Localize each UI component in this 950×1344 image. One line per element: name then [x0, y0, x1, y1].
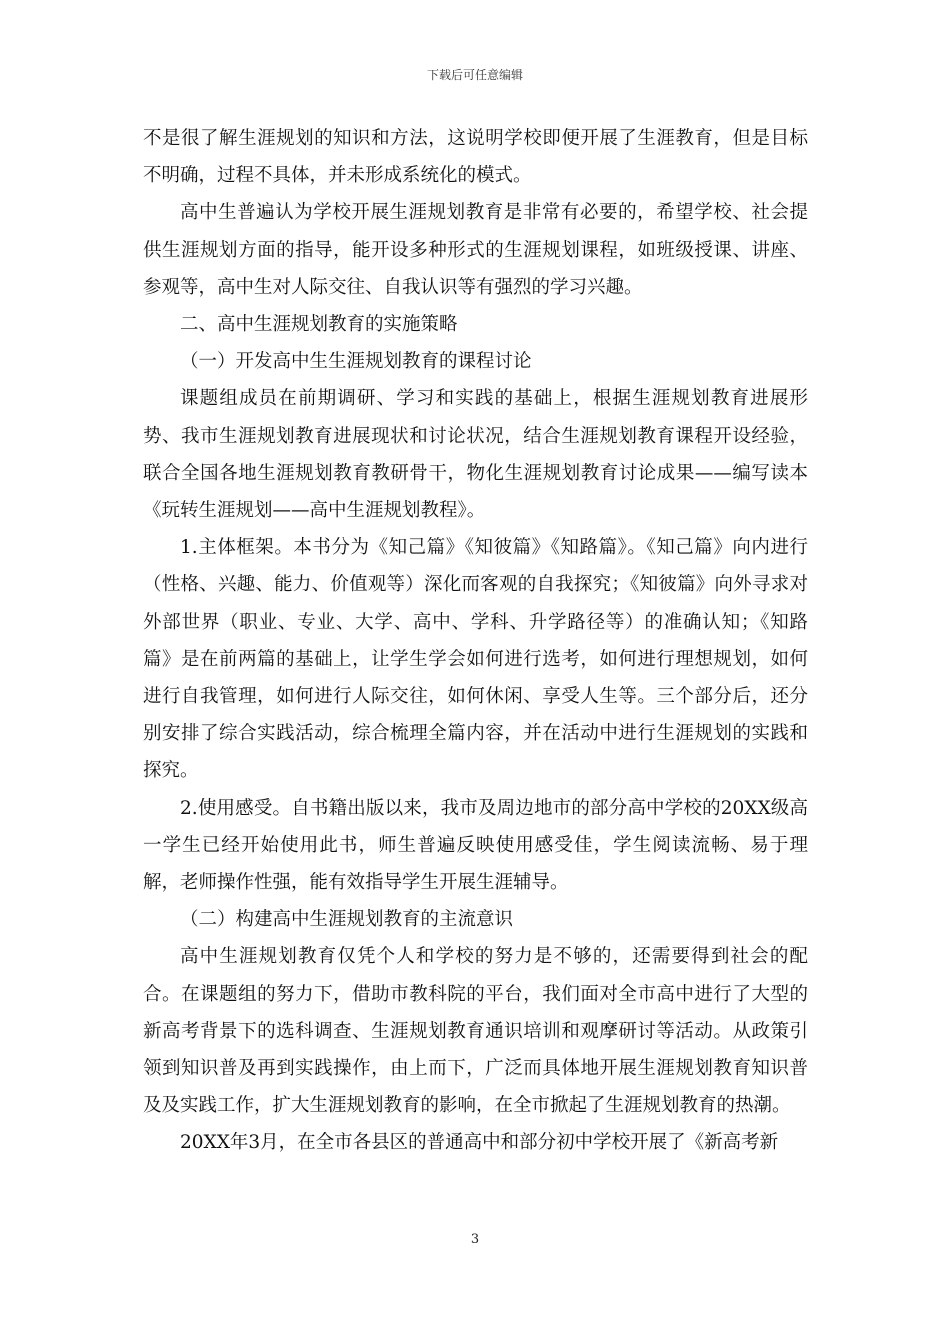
paragraph: 高中生涯规划教育仅凭个人和学校的努力是不够的，还需要得到社会的配合。在课题组的努力下，借助市教科院的平台，我们面对全市高中进行了大型的新高考背景下的选科调查、生涯规划教育通识培训和观摩研讨等活动。从政策引领到知识普及再到实践操作，由上而下，广泛而具体地开展生涯规划教育知识普及及实践工作，扩大生涯规划教育的影响，在全市掀起了生涯规划教育的热潮。 — [143, 946, 808, 1117]
paragraph: 20XX年3月，在全市各县区的普通高中和部分初中学校开展了《新高考新 — [180, 1132, 779, 1154]
page-number: 3 — [470, 1232, 480, 1247]
paragraph: 高中生普遍认为学校开展生涯规划教育是非常有必要的，希望学校、社会提供生涯规划方面的指导，能开设多种形式的生涯规划课程，如班级授课、讲座、参观等，高中生对人际交往、自我认识等有强烈的学习兴趣。 — [143, 202, 808, 298]
subsection-heading: （一）开发高中生生涯规划教育的课程讨论 — [180, 351, 532, 373]
section-heading: 二、高中生涯规划教育的实施策略 — [180, 314, 458, 336]
paragraph: 课题组成员在前期调研、学习和实践的基础上，根据生涯规划教育进展形势、我市生涯规划教育进展现状和讨论状况，结合生涯规划教育课程开设经验，联合全国各地生涯规划教育教研骨干，物化生涯规划教育讨论成果——编写读本《玩转生涯规划——高中生涯规划教程》。 — [143, 388, 808, 522]
page-header: 下载后可任意编辑 — [426, 68, 523, 82]
document-body — [143, 120, 808, 1162]
paragraph: 不是很了解生涯规划的知识和方法，这说明学校即便开展了生涯教育，但是目标不明确，过程不具体，并未形成系统化的模式。 — [143, 128, 808, 187]
paragraph: 2.使用感受。自书籍出版以来，我市及周边地市的部分高中学校的20XX级高一学生已经开始使用此书，师生普遍反映使用感受佳，学生阅读流畅、易于理解，老师操作性强，能有效指导学生开展生涯辅导。 — [143, 797, 808, 894]
paragraph: 1.主体框架。本书分为《知己篇》《知彼篇》《知路篇》。《知己篇》向内进行（性格、兴趣、能力、价值观等）深化而客观的自我探究；《知彼篇》向外寻求对外部世界（职业、专业、大学、高中、学科、升学路径等）的准确认知；《知路篇》是在前两篇的基础上，让学生学会如何进行选考，如何进行理想规划，如何进行自我管理，如何进行人际交往，如何休闲、享受人生等。三个部分后，还分别安排了综合实践活动，综合梳理全篇内容，并在活动中进行生涯规划的实践和探究。 — [143, 537, 808, 782]
subsection-heading: （二）构建高中生涯规划教育的主流意识 — [180, 909, 514, 931]
